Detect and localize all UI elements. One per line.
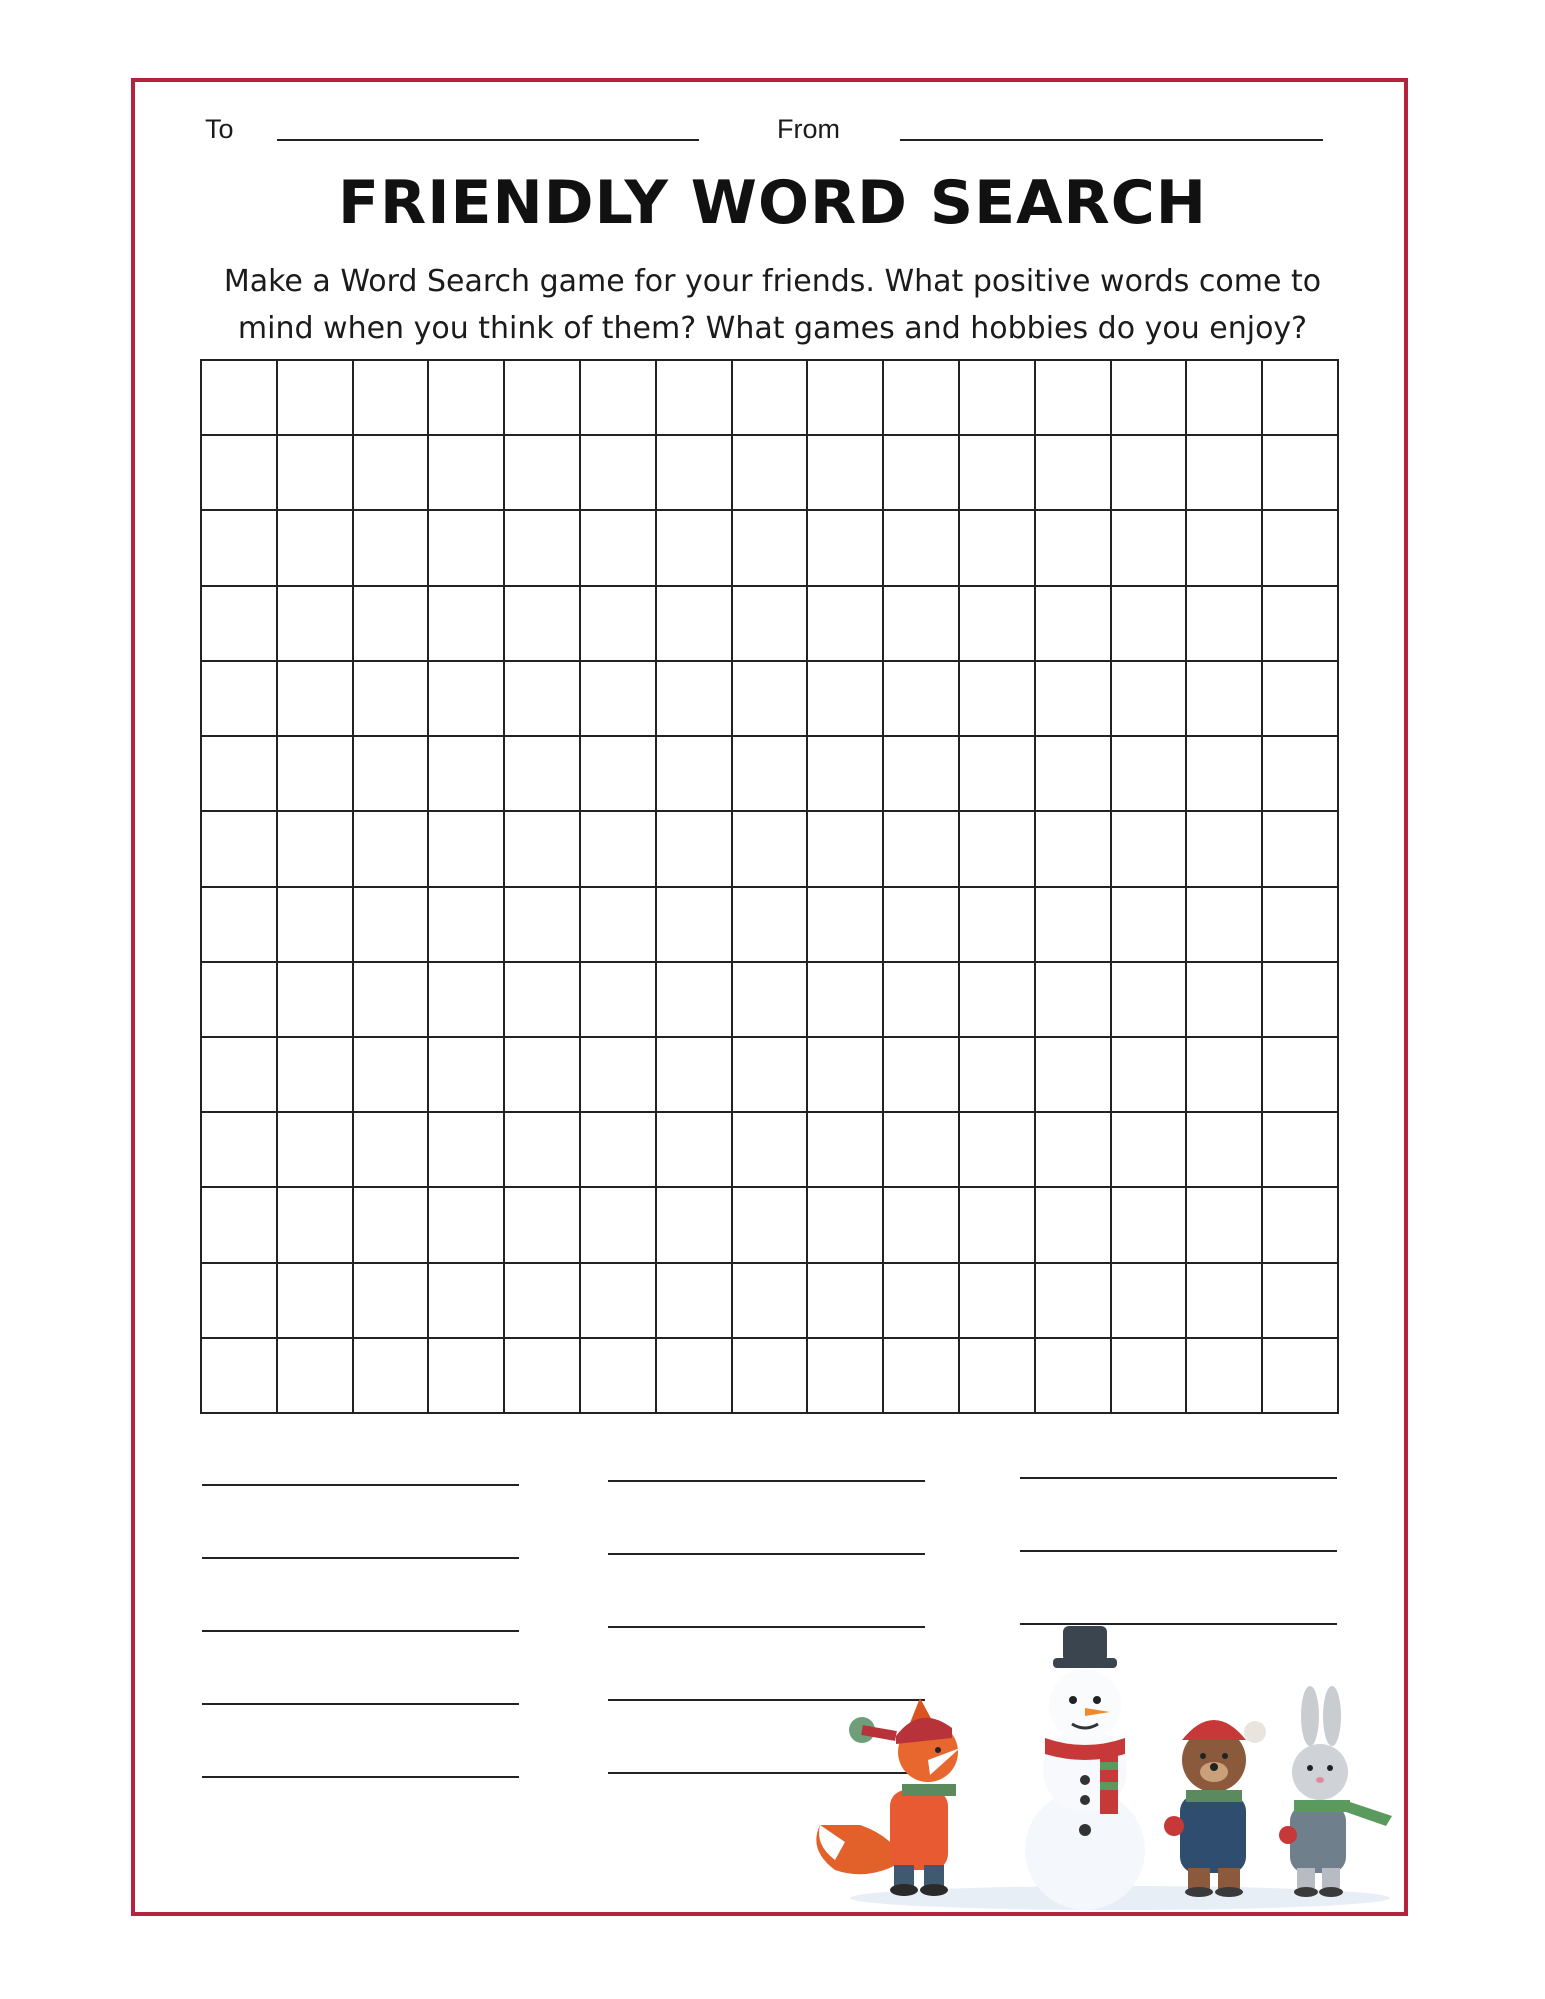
grid-cell[interactable] — [657, 361, 733, 436]
grid-cell[interactable] — [278, 1264, 354, 1339]
grid-cell[interactable] — [808, 963, 884, 1038]
grid-cell[interactable] — [278, 511, 354, 586]
grid-cell[interactable] — [884, 662, 960, 737]
word-entry-line[interactable] — [608, 1480, 925, 1482]
grid-cell[interactable] — [354, 963, 430, 1038]
grid-cell[interactable] — [808, 1339, 884, 1414]
grid-cell[interactable] — [733, 1188, 809, 1263]
grid-cell[interactable] — [505, 737, 581, 812]
instructions — [195, 258, 1350, 352]
grid-cell[interactable] — [960, 436, 1036, 511]
grid-cell[interactable] — [1263, 361, 1339, 436]
word-entry-line[interactable] — [202, 1557, 519, 1559]
grid-cell[interactable] — [1112, 1339, 1188, 1414]
grid-cell[interactable] — [1263, 963, 1339, 1038]
grid-cell[interactable] — [278, 737, 354, 812]
grid-cell[interactable] — [1263, 662, 1339, 737]
grid-cell[interactable] — [657, 1339, 733, 1414]
grid-cell[interactable] — [278, 888, 354, 963]
grid-cell[interactable] — [733, 511, 809, 586]
word-entry-line[interactable] — [608, 1553, 925, 1555]
grid-cell[interactable] — [354, 888, 430, 963]
to-line[interactable] — [277, 139, 699, 141]
grid-cell[interactable] — [733, 361, 809, 436]
grid-cell[interactable] — [1187, 511, 1263, 586]
grid-cell[interactable] — [1263, 1113, 1339, 1188]
grid-cell[interactable] — [733, 963, 809, 1038]
grid-cell[interactable] — [354, 812, 430, 887]
grid-cell[interactable] — [1036, 1188, 1112, 1263]
grid-cell[interactable] — [581, 587, 657, 662]
grid-cell[interactable] — [1036, 361, 1112, 436]
page-title: FRIENDLY WORD SEARCH — [338, 168, 1207, 238]
grid-cell[interactable] — [1263, 587, 1339, 662]
grid-cell[interactable] — [808, 888, 884, 963]
from-line[interactable] — [900, 139, 1323, 141]
grid-cell[interactable] — [278, 963, 354, 1038]
grid-cell[interactable] — [1112, 587, 1188, 662]
grid-cell[interactable] — [581, 1264, 657, 1339]
grid-cell[interactable] — [505, 812, 581, 887]
grid-cell[interactable] — [1112, 963, 1188, 1038]
grid-cell[interactable] — [1263, 436, 1339, 511]
grid-cell[interactable] — [1187, 1264, 1263, 1339]
grid-cell[interactable] — [1112, 436, 1188, 511]
grid-cell[interactable] — [202, 737, 278, 812]
grid-cell[interactable] — [657, 1113, 733, 1188]
grid-cell[interactable] — [202, 587, 278, 662]
grid-cell[interactable] — [657, 436, 733, 511]
grid-cell[interactable] — [808, 662, 884, 737]
grid-cell[interactable] — [657, 737, 733, 812]
grid-cell[interactable] — [1187, 812, 1263, 887]
grid-cell[interactable] — [354, 587, 430, 662]
grid-cell[interactable] — [960, 963, 1036, 1038]
grid-cell[interactable] — [884, 812, 960, 887]
grid-cell[interactable] — [808, 1038, 884, 1113]
grid-cell[interactable] — [429, 888, 505, 963]
grid-cell[interactable] — [202, 812, 278, 887]
grid-cell[interactable] — [581, 963, 657, 1038]
grid-cell[interactable] — [960, 1339, 1036, 1414]
grid-cell[interactable] — [657, 587, 733, 662]
grid-cell[interactable] — [1187, 963, 1263, 1038]
grid-cell[interactable] — [960, 1264, 1036, 1339]
grid-cell[interactable] — [1112, 511, 1188, 586]
grid-cell[interactable] — [1187, 436, 1263, 511]
grid-cell[interactable] — [1187, 737, 1263, 812]
grid-cell[interactable] — [733, 587, 809, 662]
grid-cell[interactable] — [505, 1188, 581, 1263]
grid-cell[interactable] — [354, 1339, 430, 1414]
grid-cell[interactable] — [1036, 436, 1112, 511]
grid-cell[interactable] — [960, 737, 1036, 812]
grid-cell[interactable] — [960, 511, 1036, 586]
bunny-icon — [1279, 1686, 1392, 1897]
grid-cell[interactable] — [505, 1264, 581, 1339]
grid-cell[interactable] — [581, 737, 657, 812]
grid-cell[interactable] — [278, 1038, 354, 1113]
grid-cell[interactable] — [581, 812, 657, 887]
grid-cell[interactable] — [278, 587, 354, 662]
grid-cell[interactable] — [1187, 1038, 1263, 1113]
grid-cell[interactable] — [1036, 1264, 1112, 1339]
grid-cell[interactable] — [1112, 1113, 1188, 1188]
grid-cell[interactable] — [505, 662, 581, 737]
grid-cell[interactable] — [1112, 888, 1188, 963]
grid-cell[interactable] — [429, 662, 505, 737]
grid-cell[interactable] — [429, 737, 505, 812]
grid-cell[interactable] — [960, 1038, 1036, 1113]
grid-cell[interactable] — [733, 1339, 809, 1414]
grid-cell[interactable] — [808, 436, 884, 511]
grid-cell[interactable] — [1263, 812, 1339, 887]
grid-cell[interactable] — [354, 1264, 430, 1339]
grid-cell[interactable] — [960, 587, 1036, 662]
grid-cell[interactable] — [884, 511, 960, 586]
grid-cell[interactable] — [1112, 737, 1188, 812]
grid-cell[interactable] — [808, 511, 884, 586]
grid-cell[interactable] — [202, 1339, 278, 1414]
grid-cell[interactable] — [884, 963, 960, 1038]
grid-cell[interactable] — [505, 587, 581, 662]
grid-cell[interactable] — [202, 361, 278, 436]
grid-cell[interactable] — [884, 436, 960, 511]
grid-cell[interactable] — [1263, 888, 1339, 963]
grid-cell[interactable] — [581, 1038, 657, 1113]
grid-cell[interactable] — [1036, 888, 1112, 963]
grid-cell[interactable] — [960, 361, 1036, 436]
grid-cell[interactable] — [581, 888, 657, 963]
word-entry-line[interactable] — [202, 1630, 519, 1632]
grid-cell[interactable] — [657, 662, 733, 737]
grid-cell[interactable] — [429, 963, 505, 1038]
grid-cell[interactable] — [429, 1188, 505, 1263]
grid-cell[interactable] — [354, 1188, 430, 1263]
grid-cell[interactable] — [202, 1188, 278, 1263]
grid-cell[interactable] — [581, 662, 657, 737]
grid-cell[interactable] — [1112, 1264, 1188, 1339]
grid-cell[interactable] — [354, 511, 430, 586]
word-entry-line[interactable] — [202, 1776, 519, 1778]
grid-cell[interactable] — [581, 1188, 657, 1263]
grid-cell[interactable] — [1187, 587, 1263, 662]
grid-cell[interactable] — [1036, 1113, 1112, 1188]
grid-cell[interactable] — [960, 888, 1036, 963]
grid-cell[interactable] — [960, 1188, 1036, 1263]
grid-cell[interactable] — [884, 361, 960, 436]
grid-cell[interactable] — [808, 1188, 884, 1263]
bear-icon — [1164, 1720, 1266, 1897]
word-entry-line[interactable] — [1020, 1477, 1337, 1479]
grid-cell[interactable] — [505, 963, 581, 1038]
grid-cell[interactable] — [733, 737, 809, 812]
grid-cell[interactable] — [1187, 1113, 1263, 1188]
grid-cell[interactable] — [733, 1038, 809, 1113]
word-entry-line[interactable] — [202, 1484, 519, 1486]
grid-cell[interactable] — [1036, 662, 1112, 737]
grid-cell[interactable] — [657, 511, 733, 586]
grid-cell[interactable] — [808, 587, 884, 662]
grid-cell[interactable] — [1263, 1339, 1339, 1414]
grid-cell[interactable] — [429, 511, 505, 586]
grid-cell[interactable] — [429, 436, 505, 511]
grid-cell[interactable] — [202, 511, 278, 586]
grid-cell[interactable] — [808, 1113, 884, 1188]
snowman-icon — [1025, 1626, 1145, 1910]
grid-cell[interactable] — [429, 1339, 505, 1414]
from-label: From — [777, 114, 840, 144]
grid-cell[interactable] — [1036, 511, 1112, 586]
grid-cell[interactable] — [733, 1264, 809, 1339]
grid-cell[interactable] — [278, 1339, 354, 1414]
word-search-grid[interactable] — [200, 359, 1339, 1414]
grid-cell[interactable] — [429, 361, 505, 436]
grid-cell[interactable] — [884, 1339, 960, 1414]
grid-cell[interactable] — [202, 436, 278, 511]
grid-cell[interactable] — [884, 737, 960, 812]
grid-cell[interactable] — [1036, 1038, 1112, 1113]
grid-cell[interactable] — [960, 1113, 1036, 1188]
grid-cell[interactable] — [1263, 511, 1339, 586]
grid-cell[interactable] — [733, 888, 809, 963]
grid-cell[interactable] — [202, 888, 278, 963]
grid-cell[interactable] — [733, 662, 809, 737]
winter-friends-illustration — [810, 1620, 1400, 1912]
grid-cell[interactable] — [429, 812, 505, 887]
grid-cell[interactable] — [354, 361, 430, 436]
grid-cell[interactable] — [429, 1038, 505, 1113]
fox-icon — [816, 1698, 960, 1896]
grid-cell[interactable] — [354, 737, 430, 812]
instructions-line-2: mind when you think of them? What games and hobbies do you enjoy? — [237, 311, 1308, 346]
grid-cell[interactable] — [808, 812, 884, 887]
grid-cell[interactable] — [884, 1188, 960, 1263]
grid-cell[interactable] — [505, 436, 581, 511]
grid-cell[interactable] — [278, 662, 354, 737]
grid-cell[interactable] — [505, 1113, 581, 1188]
grid-cell[interactable] — [202, 1113, 278, 1188]
grid-cell[interactable] — [657, 963, 733, 1038]
grid-cell[interactable] — [884, 888, 960, 963]
grid-cell[interactable] — [1036, 737, 1112, 812]
grid-cell[interactable] — [733, 436, 809, 511]
grid-cell[interactable] — [581, 1113, 657, 1188]
grid-cell[interactable] — [202, 963, 278, 1038]
grid-cell[interactable] — [202, 662, 278, 737]
grid-cell[interactable] — [278, 1113, 354, 1188]
grid-cell[interactable] — [1187, 1339, 1263, 1414]
grid-cell[interactable] — [1187, 1188, 1263, 1263]
grid-cell[interactable] — [1036, 963, 1112, 1038]
grid-cell[interactable] — [429, 1264, 505, 1339]
grid-cell[interactable] — [354, 1113, 430, 1188]
grid-cell[interactable] — [505, 1038, 581, 1113]
to-label: To — [205, 114, 234, 144]
grid-cell[interactable] — [1263, 737, 1339, 812]
grid-cell[interactable] — [884, 1113, 960, 1188]
grid-cell[interactable] — [1112, 361, 1188, 436]
grid-cell[interactable] — [581, 436, 657, 511]
grid-cell[interactable] — [1263, 1038, 1339, 1113]
grid-cell[interactable] — [1036, 587, 1112, 662]
grid-cell[interactable] — [1112, 1038, 1188, 1113]
grid-cell[interactable] — [354, 662, 430, 737]
grid-cell[interactable] — [581, 1339, 657, 1414]
grid-cell[interactable] — [733, 812, 809, 887]
grid-cell[interactable] — [960, 662, 1036, 737]
grid-cell[interactable] — [808, 361, 884, 436]
grid-cell[interactable] — [657, 888, 733, 963]
grid-cell[interactable] — [657, 812, 733, 887]
grid-cell[interactable] — [1036, 1339, 1112, 1414]
grid-cell[interactable] — [505, 511, 581, 586]
grid-cell[interactable] — [278, 1188, 354, 1263]
grid-cell[interactable] — [1036, 812, 1112, 887]
grid-cell[interactable] — [733, 1113, 809, 1188]
grid-cell[interactable] — [1112, 662, 1188, 737]
grid-cell[interactable] — [1187, 888, 1263, 963]
grid-cell[interactable] — [884, 587, 960, 662]
grid-cell[interactable] — [657, 1038, 733, 1113]
grid-cell[interactable] — [1187, 662, 1263, 737]
grid-cell[interactable] — [581, 361, 657, 436]
grid-cell[interactable] — [429, 587, 505, 662]
word-entry-line[interactable] — [202, 1703, 519, 1705]
grid-cell[interactable] — [278, 361, 354, 436]
grid-cell[interactable] — [278, 812, 354, 887]
grid-cell[interactable] — [1263, 1188, 1339, 1263]
grid-cell[interactable] — [884, 1264, 960, 1339]
grid-cell[interactable] — [808, 737, 884, 812]
grid-cell[interactable] — [808, 1264, 884, 1339]
grid-cell[interactable] — [1187, 361, 1263, 436]
instructions-line-1: Make a Word Search game for your friends. What positive words come to — [223, 264, 1322, 299]
grid-cell[interactable] — [1263, 1264, 1339, 1339]
grid-cell[interactable] — [657, 1264, 733, 1339]
grid-cell[interactable] — [884, 1038, 960, 1113]
grid-cell[interactable] — [354, 436, 430, 511]
grid-cell[interactable] — [581, 511, 657, 586]
grid-cell[interactable] — [202, 1038, 278, 1113]
grid-cell[interactable] — [505, 361, 581, 436]
word-entry-line[interactable] — [1020, 1550, 1337, 1552]
grid-cell[interactable] — [505, 888, 581, 963]
grid-cell[interactable] — [1112, 1188, 1188, 1263]
grid-cell[interactable] — [202, 1264, 278, 1339]
grid-cell[interactable] — [278, 436, 354, 511]
grid-cell[interactable] — [960, 812, 1036, 887]
grid-cell[interactable] — [657, 1188, 733, 1263]
grid-cell[interactable] — [429, 1113, 505, 1188]
grid-cell[interactable] — [354, 1038, 430, 1113]
grid-cell[interactable] — [1112, 812, 1188, 887]
grid-cell[interactable] — [505, 1339, 581, 1414]
